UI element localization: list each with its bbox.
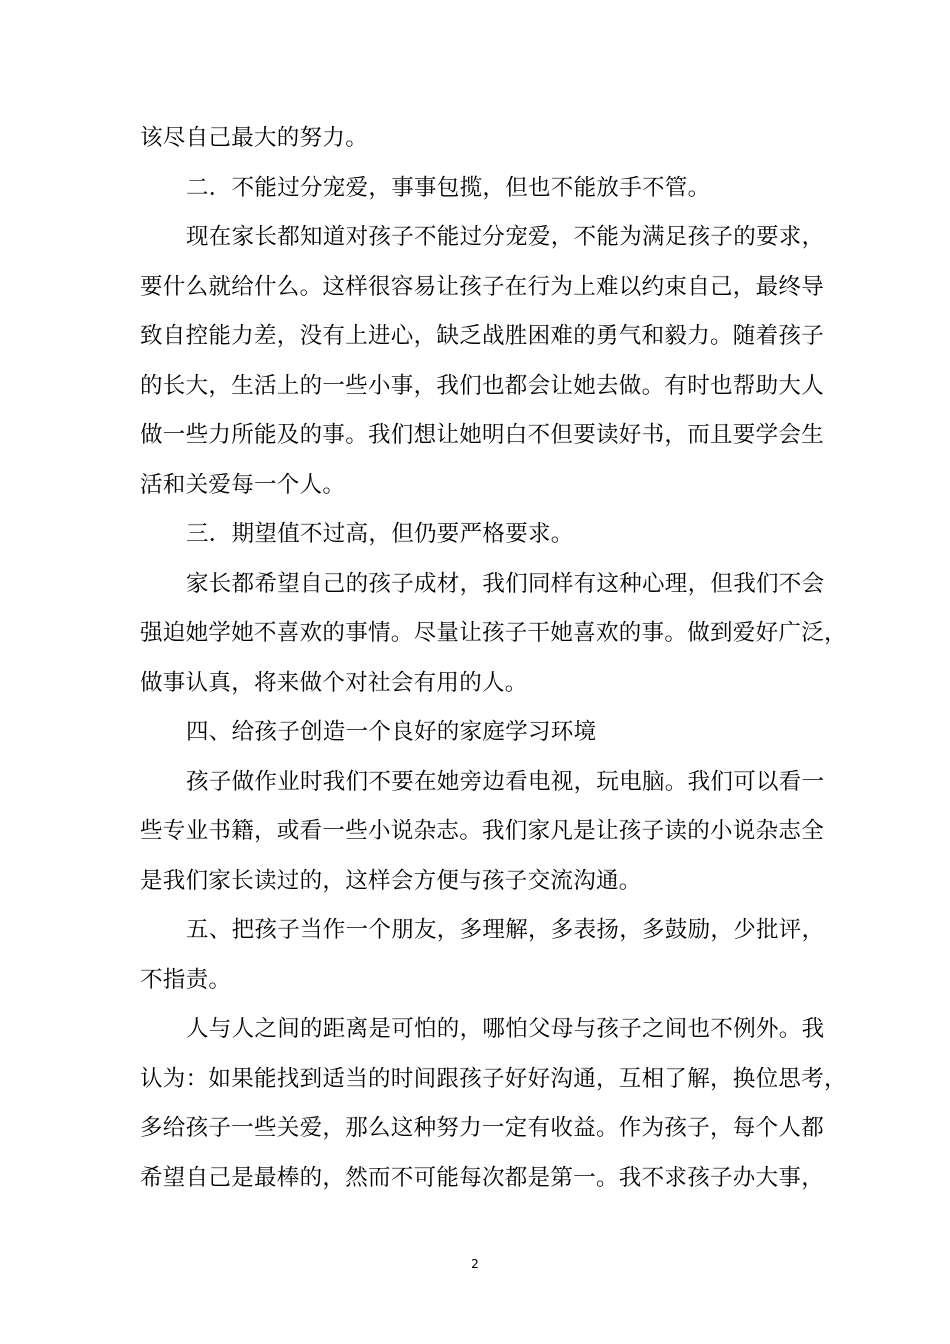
- page-number: 2: [471, 1257, 479, 1271]
- text-line: 是我们家长读过的，这样会方便与孩子交流沟通。: [140, 867, 642, 894]
- body-text: [140, 114, 847, 1203]
- text-line: 做一些力所能及的事。我们想让她明白不但要读好书，而且要学会生: [140, 422, 825, 448]
- text-line: 致自控能力差，没有上进心，缺乏战胜困难的勇气和毅力。随着孩子: [140, 323, 825, 349]
- text-line: 强迫她学她不喜欢的事情。尽量让孩子干她喜欢的事。做到爱好广泛，: [140, 620, 847, 646]
- text-line: 做事认真，将来做个对社会有用的人。: [140, 669, 528, 696]
- text-line: 些专业书籍，或看一些小说杂志。我们家凡是让孩子读的小说杂志全: [140, 818, 825, 844]
- text-line: 多给孩子一些关爱，那么这种努力一定有收益。作为孩子，每个人都: [140, 1115, 825, 1141]
- heading-line: 四、给孩子创造一个良好的家庭学习环境: [186, 719, 597, 745]
- text-line: 活和关爱每一个人。: [140, 471, 346, 498]
- text-line: 认为：如果能找到适当的时间跟孩子好好沟通，互相了解，换位思考，: [140, 1065, 847, 1092]
- heading-line: 不指责。: [140, 966, 232, 993]
- text-line: 家长都希望自己的孩子成材，我们同样有这种心理，但我们不会: [186, 570, 825, 597]
- text-line: 该尽自己最大的努力。: [140, 125, 369, 151]
- text-line: 现在家长都知道对孩子不能过分宠爱，不能为满足孩子的要求，: [186, 224, 825, 250]
- text-line: 的长大，生活上的一些小事，我们也都会让她去做。有时也帮助大人: [140, 372, 825, 399]
- text-line: 孩子做作业时我们不要在她旁边看电视，玩电脑。我们可以看一: [186, 768, 825, 795]
- text-line: 希望自己是最棒的，然而不可能每次都是第一。我不求孩子办大事，: [140, 1164, 825, 1191]
- heading-line: 二．不能过分宠爱，事事包揽，但也不能放手不管。: [186, 174, 711, 201]
- heading-line: 五、把孩子当作一个朋友，多理解，多表扬，多鼓励，少批评，: [186, 917, 825, 943]
- text-line: 要什么就给什么。这样很容易让孩子在行为上难以约束自己，最终导: [140, 273, 825, 300]
- text-line: 人与人之间的距离是可怕的，哪怕父母与孩子之间也不例外。我: [186, 1016, 825, 1042]
- heading-line: 三．期望值不过高，但仍要严格要求。: [186, 521, 574, 547]
